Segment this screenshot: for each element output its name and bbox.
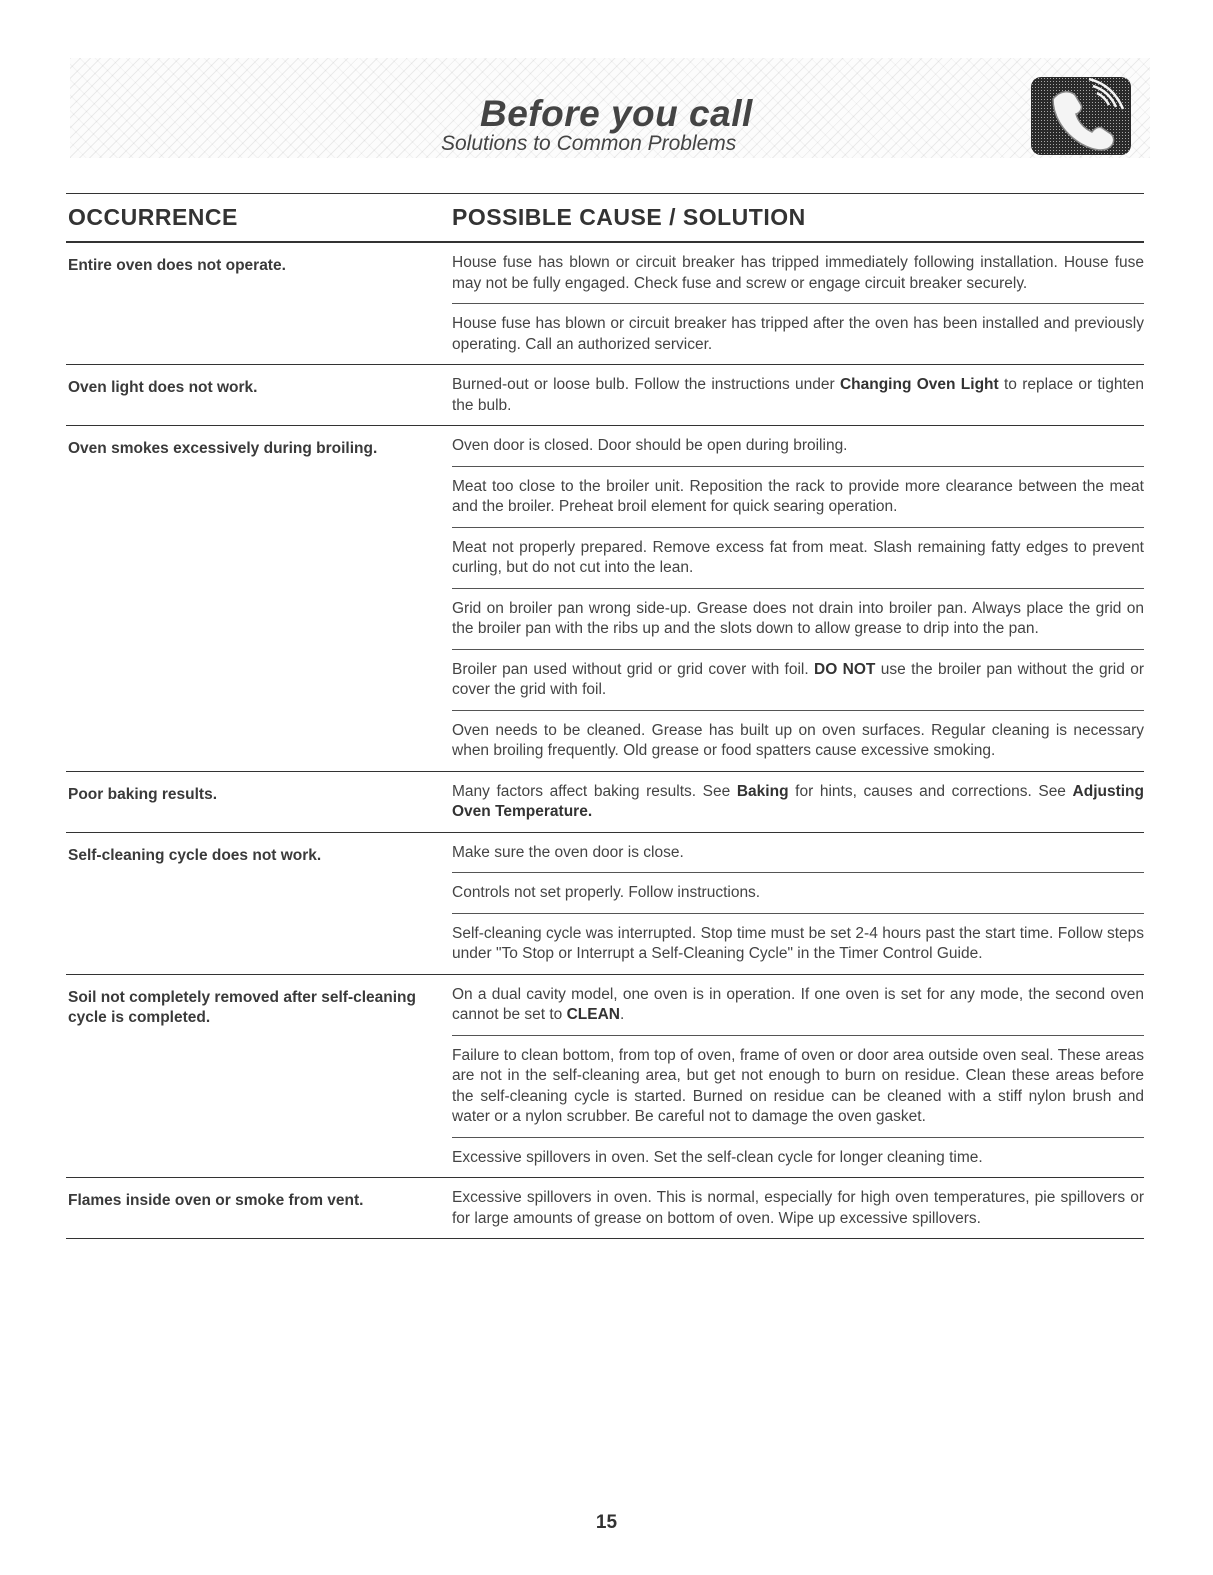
solution-text: House fuse has blown or circuit breaker has tripped after the oven has been installed and previously operating. Call an authorized servicer.: [452, 303, 1144, 364]
solutions-list: [452, 243, 1144, 364]
solution-text: Failure to clean bottom, from top of oven, frame of oven or door area outside oven seal. These areas are not in the self-cleaning area, but get not enough to burn on residue. Clean these areas before the self-cleaning cycle is started. Burned on residue can be cleaned with a stiff nylon brush and water or a nylon scrubber. Be careful not to damage the oven gasket.: [452, 1035, 1144, 1137]
solution-text: Controls not set properly. Follow instructions.: [452, 872, 1144, 913]
solution-text: Excessive spillovers in oven. Set the self-clean cycle for longer cleaning time.: [452, 1137, 1144, 1178]
occurrence-text: Oven light does not work.: [68, 379, 258, 396]
solution-text: Make sure the oven door is close.: [452, 843, 684, 861]
solutions-list: [452, 772, 1144, 832]
solution-text: Meat too close to the broiler unit. Reposition the rack to provide more clearance between the meat and the broiler. Preheat broil element for quick searing operation.: [452, 466, 1144, 527]
emphasis-text: CLEAN: [566, 1006, 620, 1023]
page-number: 15: [595, 1512, 618, 1533]
emphasis-text: Adjusting Oven Temperature.: [452, 782, 1144, 820]
table-header: [66, 193, 1144, 243]
solution-text: Oven needs to be cleaned. Grease has built up on oven surfaces. Regular cleaning is necessary when broiling frequently. Old grease or food spatters cause excessive smoking.: [452, 710, 1144, 771]
emphasis-text: Changing Oven Light: [839, 376, 999, 393]
cause-column-header: POSSIBLE CAUSE / SOLUTION: [452, 204, 806, 230]
table-row: [66, 975, 1144, 1179]
solutions-list: [452, 426, 1144, 771]
solutions-list: [452, 975, 1144, 1178]
table-row: [66, 1178, 1144, 1239]
occurrence-column-header: OCCURRENCE: [68, 204, 238, 230]
table-row: [66, 833, 1144, 975]
solution-text: Meat not properly prepared. Remove excess fat from meat. Slash remaining fatty edges to prevent curling, but do not cut into the lean.: [452, 527, 1144, 588]
emphasis-text: DO NOT: [814, 660, 876, 678]
solution-text: Many factors affect baking results. See Baking for hints, causes and corrections. See Adjusting Oven Temperature.: [452, 782, 1144, 820]
page-subtitle: Solutions to Common Problems: [441, 132, 737, 155]
table-row: [66, 243, 1144, 365]
solution-text: Self-cleaning cycle was interrupted. Stop time must be set 2-4 hours past the start time. Follow steps under "To Stop or Interrupt a Self-Cleaning Cycle" in the Timer Control Guide.: [452, 913, 1144, 974]
occurrence-text: Poor baking results.: [68, 785, 218, 803]
solutions-list: [452, 833, 1144, 974]
occurrence-text: Flames inside oven or smoke from vent.: [68, 1192, 364, 1209]
occurrence-text: Soil not completely removed after self-cleaning cycle is completed.: [68, 988, 416, 1026]
solution-text: Grid on broiler pan wrong side-up. Grease does not drain into broiler pan. Always place the grid on the broiler pan with the ribs up and the slots down to allow grease to drip into the pan.: [452, 588, 1144, 649]
troubleshooting-table: [66, 243, 1144, 1239]
page-title: Before you call: [480, 93, 753, 134]
occurrence-text: Oven smokes excessively during broiling.: [68, 440, 378, 457]
table-row: [66, 365, 1144, 426]
emphasis-text: Baking: [736, 782, 789, 800]
solution-text: On a dual cavity model, one oven is in operation. If one oven is set for any mode, the second oven cannot be set to CLEAN.: [452, 985, 1144, 1023]
telephone-icon: [1031, 77, 1131, 155]
occurrence-text: Self-cleaning cycle does not work.: [68, 846, 322, 864]
table-row: [66, 772, 1144, 833]
occurrence-text: Entire oven does not operate.: [68, 257, 286, 274]
solution-text: Oven door is closed. Door should be open during broiling.: [452, 437, 848, 454]
solution-text: Broiler pan used without grid or grid cover with foil. DO NOT use the broiler pan without the grid or cover the grid with foil.: [452, 649, 1144, 710]
solution-text: House fuse has blown or circuit breaker has tripped immediately following installation. House fuse may not be fully engaged. Check fuse and screw or engage circuit breaker securely.: [452, 254, 1144, 292]
solution-text: Excessive spillovers in oven. This is normal, especially for high oven temperatures, pie spillovers or for large amounts of grease on bottom of oven. Wipe up excessive spillovers.: [452, 1189, 1144, 1227]
solution-text: Burned-out or loose bulb. Follow the instructions under Changing Oven Light to replace or tighten the bulb.: [452, 376, 1144, 414]
solutions-list: [452, 1178, 1144, 1238]
solutions-list: [452, 365, 1144, 425]
table-row: [66, 426, 1144, 772]
